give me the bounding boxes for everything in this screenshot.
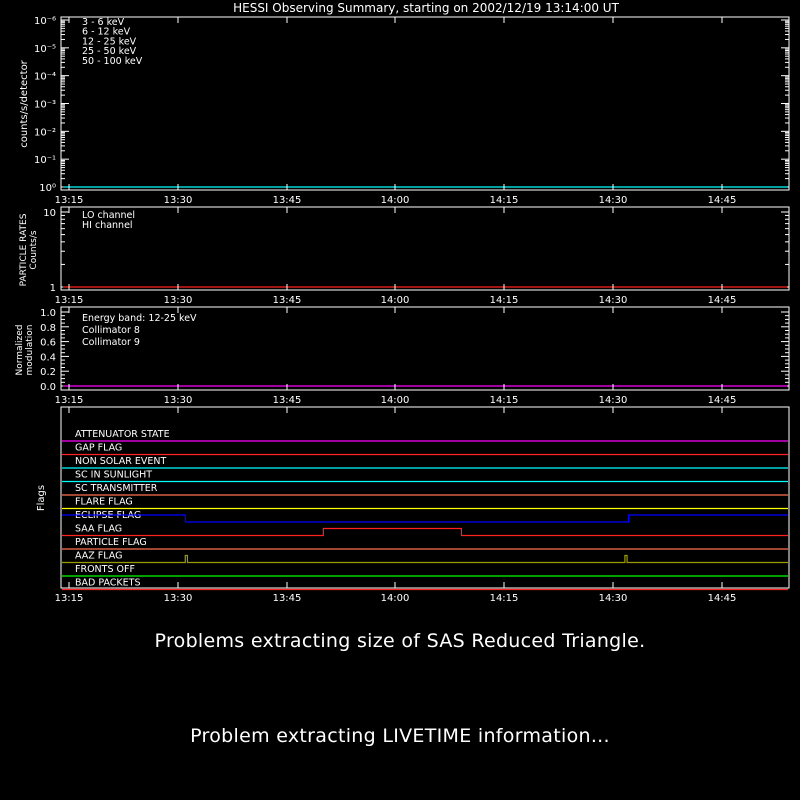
count-rates-xtick-label: 14:00 [380, 195, 410, 206]
particle-rates-legend-entry: LO channel [82, 210, 136, 221]
count-rates-frame [61, 17, 789, 190]
sas-error-message: Problems extracting size of SAS Reduced Triangle. [154, 630, 646, 652]
modulation-legend-header: Energy band: 12-25 keV [82, 313, 197, 324]
particle-rates-xtick-label: 14:15 [489, 295, 519, 306]
flags-xtick-label: 14:00 [380, 593, 410, 604]
flags-legend-entry: FRONTS OFF [75, 564, 135, 575]
modulation-legend-entry: Collimator 8 [82, 325, 140, 336]
modulation-xtick-label: 14:45 [707, 395, 737, 406]
flags-legend-entry: SC IN SUNLIGHT [75, 469, 153, 481]
particle-rates-ylabel: PARTICLE RATESCounts/s [19, 213, 39, 287]
modulation-xtick-label: 14:30 [598, 395, 628, 406]
count-rates-legend-entry: 6 - 12 keV [82, 26, 131, 38]
flags-xtick-label: 13:15 [54, 593, 84, 604]
count-rates-xtick-label: 14:15 [489, 195, 519, 206]
count-rates-xtick-label: 13:15 [54, 195, 84, 206]
flags-xtick-label: 13:45 [272, 593, 302, 604]
flags-xtick-label: 13:30 [163, 593, 193, 604]
flags-legend-entry: PARTICLE FLAG [75, 537, 147, 548]
count-rates-ylabel: counts/s/detector [19, 60, 30, 148]
flags-series-line [62, 556, 788, 563]
flags-legend-entry: BAD PACKETS [75, 577, 141, 589]
livetime-error-message: Problem extracting LIVETIME information... [190, 725, 610, 747]
count-rates-legend-entry: 3 - 6 keV [82, 17, 125, 28]
count-rates-xtick-label: 13:45 [272, 195, 302, 206]
modulation-legend-entry: Collimator 9 [82, 337, 140, 348]
count-rates-ytick-label: 10⁻⁴ [33, 71, 56, 83]
modulation-ytick-label: 0.4 [40, 352, 56, 364]
particle-rates-frame [61, 207, 789, 290]
flags-legend-entry: AAZ FLAG [75, 550, 123, 562]
particle-rates-ytick-label: 10 [43, 208, 56, 219]
count-rates-ytick-label: 10⁻⁵ [33, 43, 56, 55]
count-rates-ytick-label: 10⁻¹ [33, 155, 56, 167]
count-rates-xtick-label: 13:30 [163, 195, 193, 206]
flags-legend-entry: SC TRANSMITTER [75, 483, 158, 494]
modulation-xtick-label: 13:15 [54, 395, 84, 406]
particle-rates-xtick-label: 14:30 [598, 295, 628, 306]
modulation-xtick-label: 13:45 [272, 395, 302, 406]
modulation-xtick-label: 13:30 [163, 395, 193, 406]
flags-legend-entry: ATTENUATOR STATE [75, 429, 170, 440]
modulation-ytick-label: 0.2 [40, 367, 56, 379]
flags-xtick-label: 14:30 [598, 593, 628, 604]
particle-rates-xtick-label: 13:30 [163, 295, 193, 306]
modulation-ytick-label: 0.0 [40, 382, 56, 393]
particle-rates-legend-entry: HI channel [82, 220, 133, 231]
flags-xtick-label: 14:45 [707, 593, 737, 604]
flags-series-line [62, 529, 788, 536]
modulation-ytick-label: 0.6 [40, 337, 56, 349]
count-rates-xtick-label: 14:45 [707, 195, 737, 206]
count-rates-xtick-label: 14:30 [598, 195, 628, 206]
flags-ylabel: Flags [36, 484, 47, 512]
particle-rates-xtick-label: 14:45 [707, 295, 737, 306]
count-rates-ytick-label: 10⁰ [39, 183, 56, 194]
flags-legend-entry: ECLIPSE FLAG [75, 510, 142, 521]
modulation-ytick-label: 0.8 [40, 322, 56, 334]
count-rates-ytick-label: 10⁻² [33, 127, 56, 139]
modulation-xtick-label: 14:15 [489, 395, 519, 406]
flags-series-line [62, 515, 788, 522]
flags-legend-entry: FLARE FLAG [75, 496, 133, 508]
particle-rates-xtick-label: 13:15 [54, 295, 84, 306]
modulation-ytick-label: 1.0 [40, 308, 56, 319]
count-rates-legend-entry: 25 - 50 keV [82, 46, 137, 58]
particle-rates-xtick-label: 13:45 [272, 295, 302, 306]
particle-rates-xtick-label: 14:00 [380, 295, 410, 306]
flags-frame [61, 407, 789, 588]
count-rates-ytick-label: 10⁻³ [33, 99, 56, 111]
count-rates-legend-entry: 12 - 25 keV [82, 36, 137, 48]
modulation-ylabel: Normalizedmodulation [15, 324, 35, 376]
chart-title: HESSI Observing Summary, starting on 2002/12/19 13:14:00 UT [233, 1, 619, 15]
flags-xtick-label: 14:15 [489, 593, 519, 604]
flags-legend-entry: NON SOLAR EVENT [75, 456, 167, 467]
modulation-xtick-label: 14:00 [380, 395, 410, 406]
count-rates-legend-entry: 50 - 100 keV [82, 55, 143, 67]
flags-legend-entry: GAP FLAG [75, 442, 123, 454]
count-rates-ytick-label: 10⁻⁶ [33, 16, 56, 27]
chart-panels [15, 16, 789, 604]
particle-rates-ytick-label: 1 [49, 283, 56, 294]
flags-legend-entry: SAA FLAG [75, 523, 123, 535]
